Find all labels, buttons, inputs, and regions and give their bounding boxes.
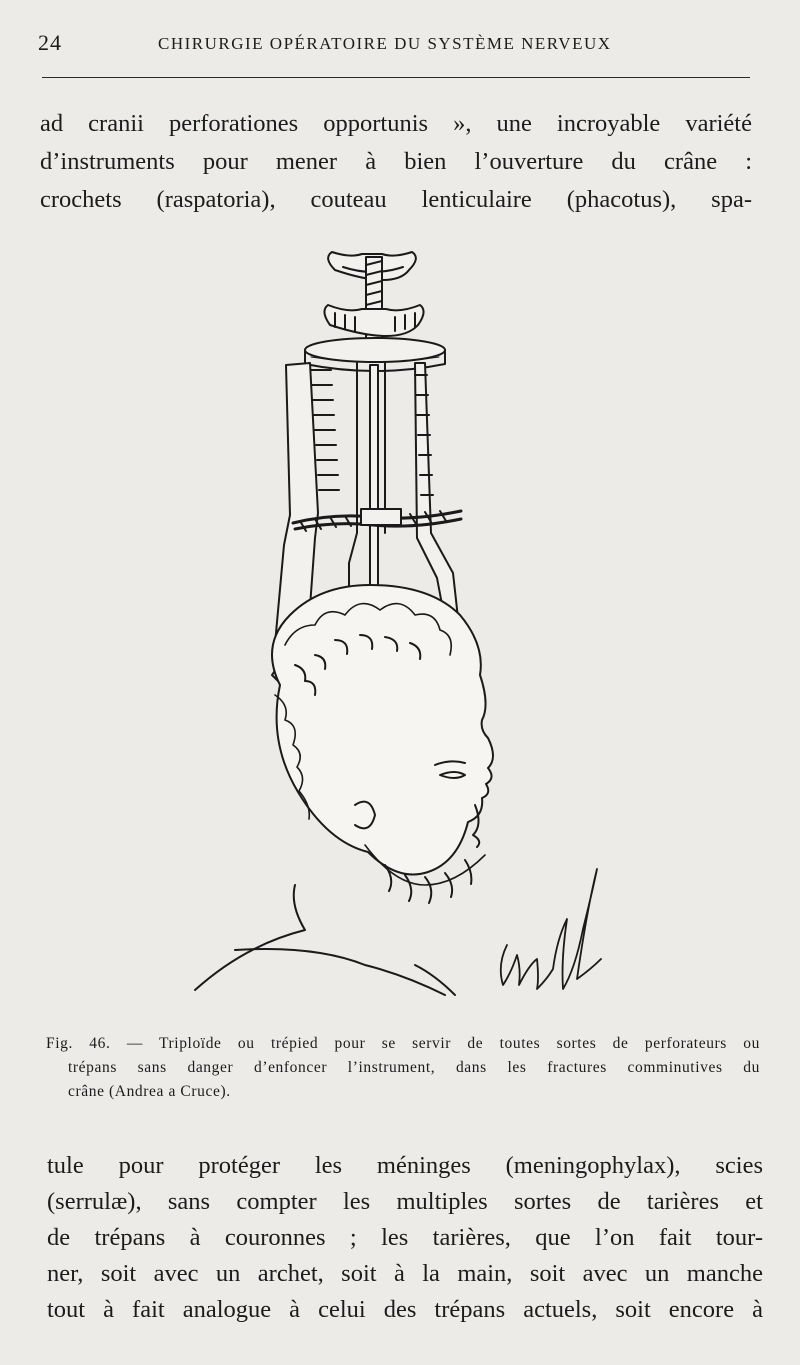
text-line: ad cranii perforationes opportunis », une incroyable variété <box>40 110 752 137</box>
running-title: CHIRURGIE OPÉRATOIRE DU SYSTÈME NERVEUX <box>158 34 612 53</box>
figure-caption <box>46 1032 760 1104</box>
caption-line: crâne (Andrea a Cruce). <box>68 1083 231 1100</box>
shoulders <box>195 885 455 995</box>
text-line: (serrulæ), sans compter les multiples sortes de tarières et <box>47 1188 763 1215</box>
paragraph-bottom <box>47 1148 763 1328</box>
wing-nut-lower <box>324 305 423 336</box>
header-rule <box>42 77 750 78</box>
trepan-tripod-engraving <box>185 245 625 1020</box>
man-head-profile <box>272 585 493 903</box>
figure-illustration <box>185 245 625 1020</box>
text-line: de trépans à couronnes ; les tarières, que l’on fait tour- <box>47 1224 763 1251</box>
page-number: 24 <box>38 30 62 55</box>
caption-line: Fig. 46. — Triploïde ou trépied pour se servir de toutes sortes de perforateurs ou <box>46 1035 760 1052</box>
page-header <box>38 30 750 60</box>
text-line: tule pour protéger les méninges (meningophylax), scies <box>47 1152 763 1179</box>
text-line: ner, soit avec un archet, soit à la main, soit avec un manche <box>47 1260 763 1287</box>
paragraph-top <box>40 105 752 219</box>
text-line: d’instruments pour mener à bien l’ouverture du crâne : <box>40 148 752 175</box>
signature <box>501 869 601 989</box>
text-line: crochets (raspatoria), couteau lenticulaire (phacotus), spa- <box>40 186 752 213</box>
caption-line: trépans sans danger d’enfoncer l’instrument, dans les fractures comminutives du <box>68 1059 760 1076</box>
text-line: tout à fait analogue à celui des trépans actuels, soit encore à <box>47 1296 763 1323</box>
